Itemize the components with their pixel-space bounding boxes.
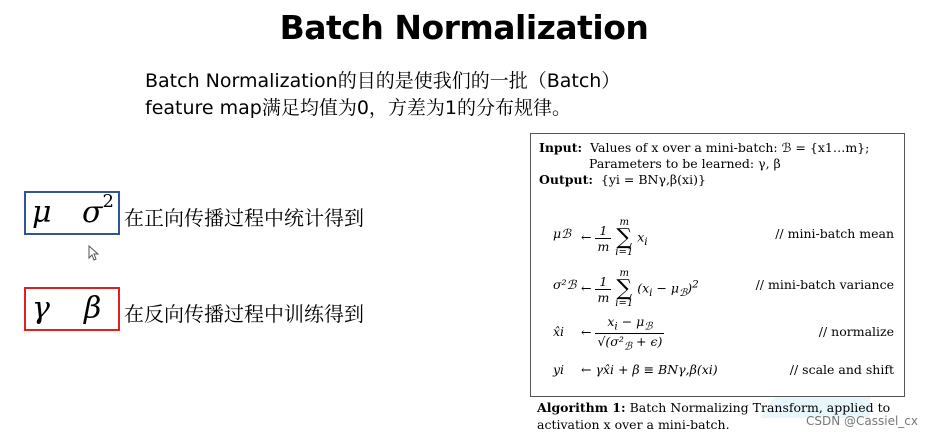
step-mean [531,214,904,258]
step-mean-lhs: μℬ [553,226,571,241]
mouse-cursor-icon [88,245,100,261]
step-normalize-comment: // normalize [818,324,894,339]
step-scale-rhs: γx̂i + β ≡ BNγ,β(xi) [595,362,718,377]
sigma-squared-symbol [82,191,114,230]
step-scale-shift [531,356,904,396]
input-label: Input: [539,140,583,155]
output-label: Output: [539,172,593,187]
algorithm-io [539,140,869,188]
slide-title: Batch Normalization [279,8,649,47]
forward-params-box [24,191,120,235]
subtitle-line-2: feature map满足均值为0，方差为1的分布规律。 [145,97,572,119]
step-variance-formula: ← $\frac{1}{m}$ m ∑ i=1 $(x_i - \mu_ℬ)^2$ [581,268,699,309]
input-text: Values of x over a mini-batch: ℬ = {x1…m}; [590,140,870,155]
params-text: Parameters to be learned: γ, β [589,156,781,171]
step-normalize-formula: ← $\frac{x_i - \mu_ℬ}{√(\sigma^2_ℬ + \epsilon)}$ [581,314,663,352]
beta-symbol: β [84,291,102,326]
watermark: CSDN @Cassiel_cx [805,414,918,428]
step-mean-formula: ← $\frac{1}{m}$ m ∑ i=1 $x_i$ [581,217,648,258]
sigma-symbol: σ [82,195,103,230]
subtitle-line-1: Batch Normalization的目的是使我们的一批（Batch） [145,70,621,92]
step-variance-comment: // mini-batch variance [755,277,894,292]
caption-text: Batch Normalizing Transform, applied to activation x over a mini-batch. [537,400,891,432]
step-scale-formula: ← γx̂i + β ≡ BNγ,β(xi) [581,362,718,377]
step-mean-comment: // mini-batch mean [775,226,894,241]
step-normalize [531,312,904,352]
output-text: {yi = BNγ,β(xi)} [600,172,706,187]
algorithm-box [530,133,905,397]
caption-label: Algorithm 1: [537,400,626,415]
slide-subtitle [145,68,620,122]
step-scale-comment: // scale and shift [789,362,894,377]
gamma-symbol: γ [32,291,50,326]
forward-params-text: 在正向传播过程中统计得到 [124,206,364,230]
step-normalize-lhs: x̂i [553,324,565,339]
step-scale-lhs: yi [553,362,565,377]
step-variance-lhs: σ²ℬ [553,277,577,292]
backward-params-box [24,287,120,331]
mu-symbol: μ [32,195,52,230]
step-variance [531,265,904,309]
backward-params-text: 在反向传播过程中训练得到 [124,302,364,326]
sigma-superscript: 2 [102,191,114,212]
